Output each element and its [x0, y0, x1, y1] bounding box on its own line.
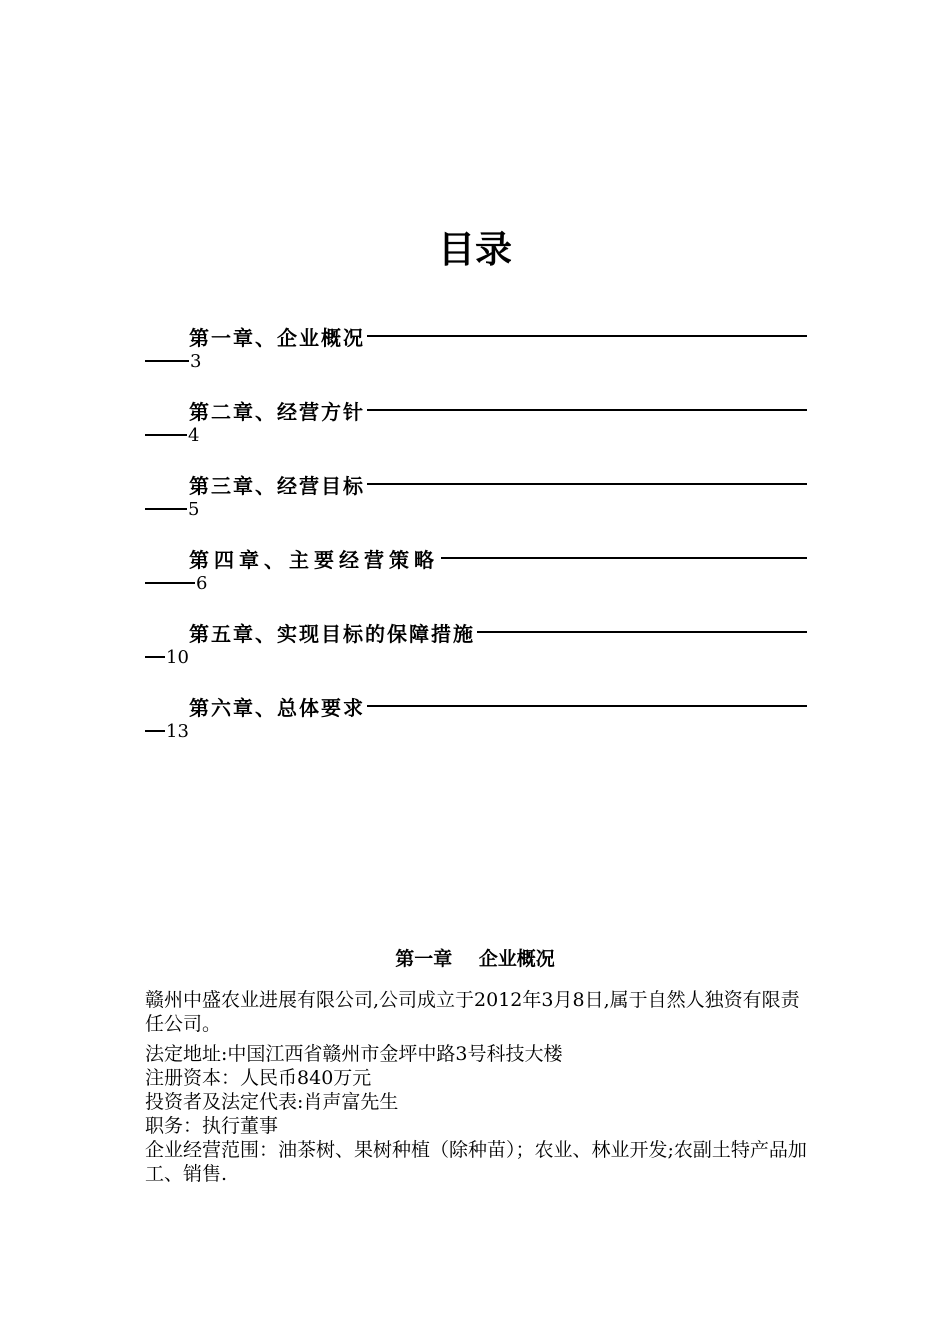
toc-entry-page: 3	[190, 350, 202, 372]
toc-leader-line	[367, 483, 807, 485]
toc-entry-page: 10	[166, 646, 189, 668]
toc-entry-label: 第六章、总体要求	[189, 695, 365, 720]
toc-title: 目录	[438, 228, 512, 271]
field-key: 注册资本	[145, 1067, 222, 1089]
toc-entry-page: 5	[188, 498, 200, 520]
field-value: 油茶树、果树种植（除种苗）；农业、林业开发;农副土特产品加工、销售.	[145, 1139, 807, 1185]
toc-leader-line	[145, 434, 187, 436]
toc-entry-chapter-6[interactable]	[145, 692, 807, 766]
field-key: 企业经营范围	[145, 1139, 260, 1161]
toc-entry-label: 第四章、主要经营策略	[189, 547, 439, 572]
chapter-heading: 第一章 企业概况	[395, 948, 555, 970]
toc-entry-chapter-5[interactable]	[145, 618, 807, 692]
toc-entry-page: 6	[196, 572, 208, 594]
business-scope-line	[145, 1138, 810, 1186]
toc-entry-chapter-3[interactable]	[145, 470, 807, 544]
field-value: 肖声富先生	[303, 1091, 399, 1113]
field-separator: :	[297, 1091, 304, 1113]
field-key: 投资者及法定代表	[145, 1091, 298, 1113]
field-separator: ：	[183, 1115, 203, 1137]
toc-leader-line	[145, 582, 195, 584]
field-separator: ：	[221, 1067, 241, 1089]
legal-representative-line	[145, 1090, 810, 1114]
registered-capital-line	[145, 1066, 810, 1090]
toc-leader-line	[367, 409, 807, 411]
toc-entry-label: 第五章、实现目标的保障措施	[189, 621, 475, 646]
company-overview	[145, 988, 810, 1186]
toc-leader-line	[441, 557, 807, 559]
field-value: 执行董事	[202, 1115, 279, 1137]
toc-entry-label: 第三章、经营目标	[189, 473, 365, 498]
field-key: 法定地址	[145, 1043, 222, 1065]
toc-entry-page: 13	[166, 720, 189, 742]
toc-leader-line	[477, 631, 807, 633]
toc-entry-chapter-1[interactable]	[145, 322, 807, 396]
toc-leader-line	[367, 335, 807, 337]
field-separator: ：	[259, 1139, 279, 1161]
field-key: 职务	[145, 1115, 184, 1137]
field-separator: :	[221, 1043, 228, 1065]
toc-leader-line	[145, 508, 187, 510]
toc-entry-label: 第二章、经营方针	[189, 399, 365, 424]
toc-entry-label: 第一章、企业概况	[189, 325, 365, 350]
toc-leader-line	[367, 705, 807, 707]
toc-entry-page: 4	[188, 424, 200, 446]
field-value: 人民币840万元	[240, 1067, 372, 1089]
toc-leader-line	[145, 656, 165, 658]
toc-entry-chapter-4[interactable]	[145, 544, 807, 618]
legal-address-line	[145, 1042, 810, 1066]
company-intro: 赣州中盛农业进展有限公司,公司成立于2012年3月8日,属于自然人独资有限责任公司。	[145, 989, 800, 1035]
toc-leader-line	[145, 360, 189, 362]
table-of-contents	[145, 322, 807, 766]
toc-entry-chapter-2[interactable]	[145, 396, 807, 470]
field-value: 中国江西省赣州市金坪中路3号科技大楼	[227, 1043, 563, 1065]
toc-leader-line	[145, 730, 165, 732]
position-line	[145, 1114, 810, 1138]
